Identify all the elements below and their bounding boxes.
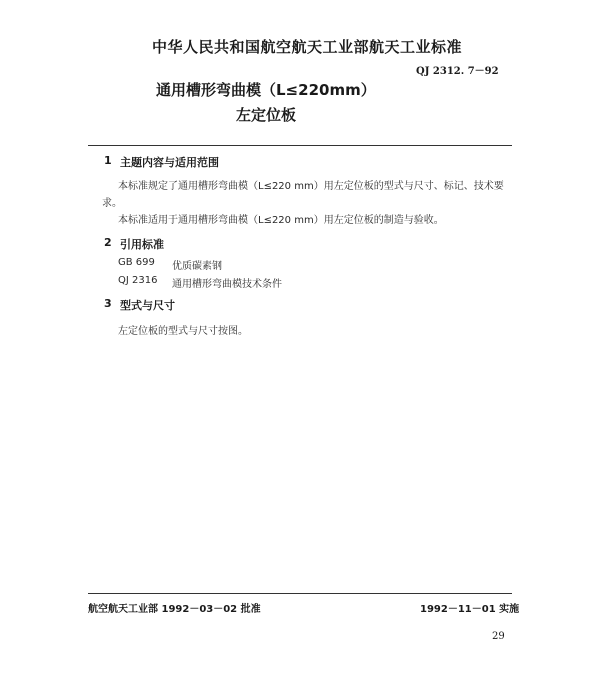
header-divider (88, 145, 512, 146)
document-title: 通用槽形弯曲模（L≤220mm） (156, 81, 376, 99)
section-3-title: 型式与尺寸 (120, 299, 175, 312)
standard-code: QJ 2312. 7－92 (416, 66, 499, 77)
issuing-organization: 中华人民共和国航空航天工业部航天工业标准 (152, 38, 463, 56)
section-1-paragraph-1: 本标准规定了通用槽形弯曲模（L≤220 mm）用左定位板的型式与尺寸、标记、技术要求。 (102, 181, 504, 209)
reference-code-qj2316: QJ 2316 (118, 275, 158, 286)
page-number: 29 (492, 631, 505, 642)
reference-name-qj2316: 通用槽形弯曲模技术条件 (172, 279, 282, 290)
document-subtitle: 左定位板 (236, 106, 297, 124)
section-2-title: 引用标准 (120, 238, 164, 251)
reference-name-gb699: 优质碳素钢 (172, 261, 222, 272)
section-3-number: 3 (104, 297, 112, 310)
approval-date: 航空航天工业部 1992－03－02 批准 (88, 604, 261, 615)
reference-code-gb699: GB 699 (118, 257, 155, 268)
implementation-date: 1992－11－01 实施 (420, 604, 520, 615)
section-3-paragraph-1: 左定位板的型式与尺寸按图。 (118, 326, 248, 337)
section-1-title: 主题内容与适用范围 (120, 156, 219, 169)
section-2-number: 2 (104, 236, 112, 249)
section-1-paragraph-2: 本标准适用于通用槽形弯曲模（L≤220 mm）用左定位板的制造与验收。 (118, 215, 444, 226)
section-1-number: 1 (104, 154, 112, 167)
footer-divider (88, 593, 512, 594)
